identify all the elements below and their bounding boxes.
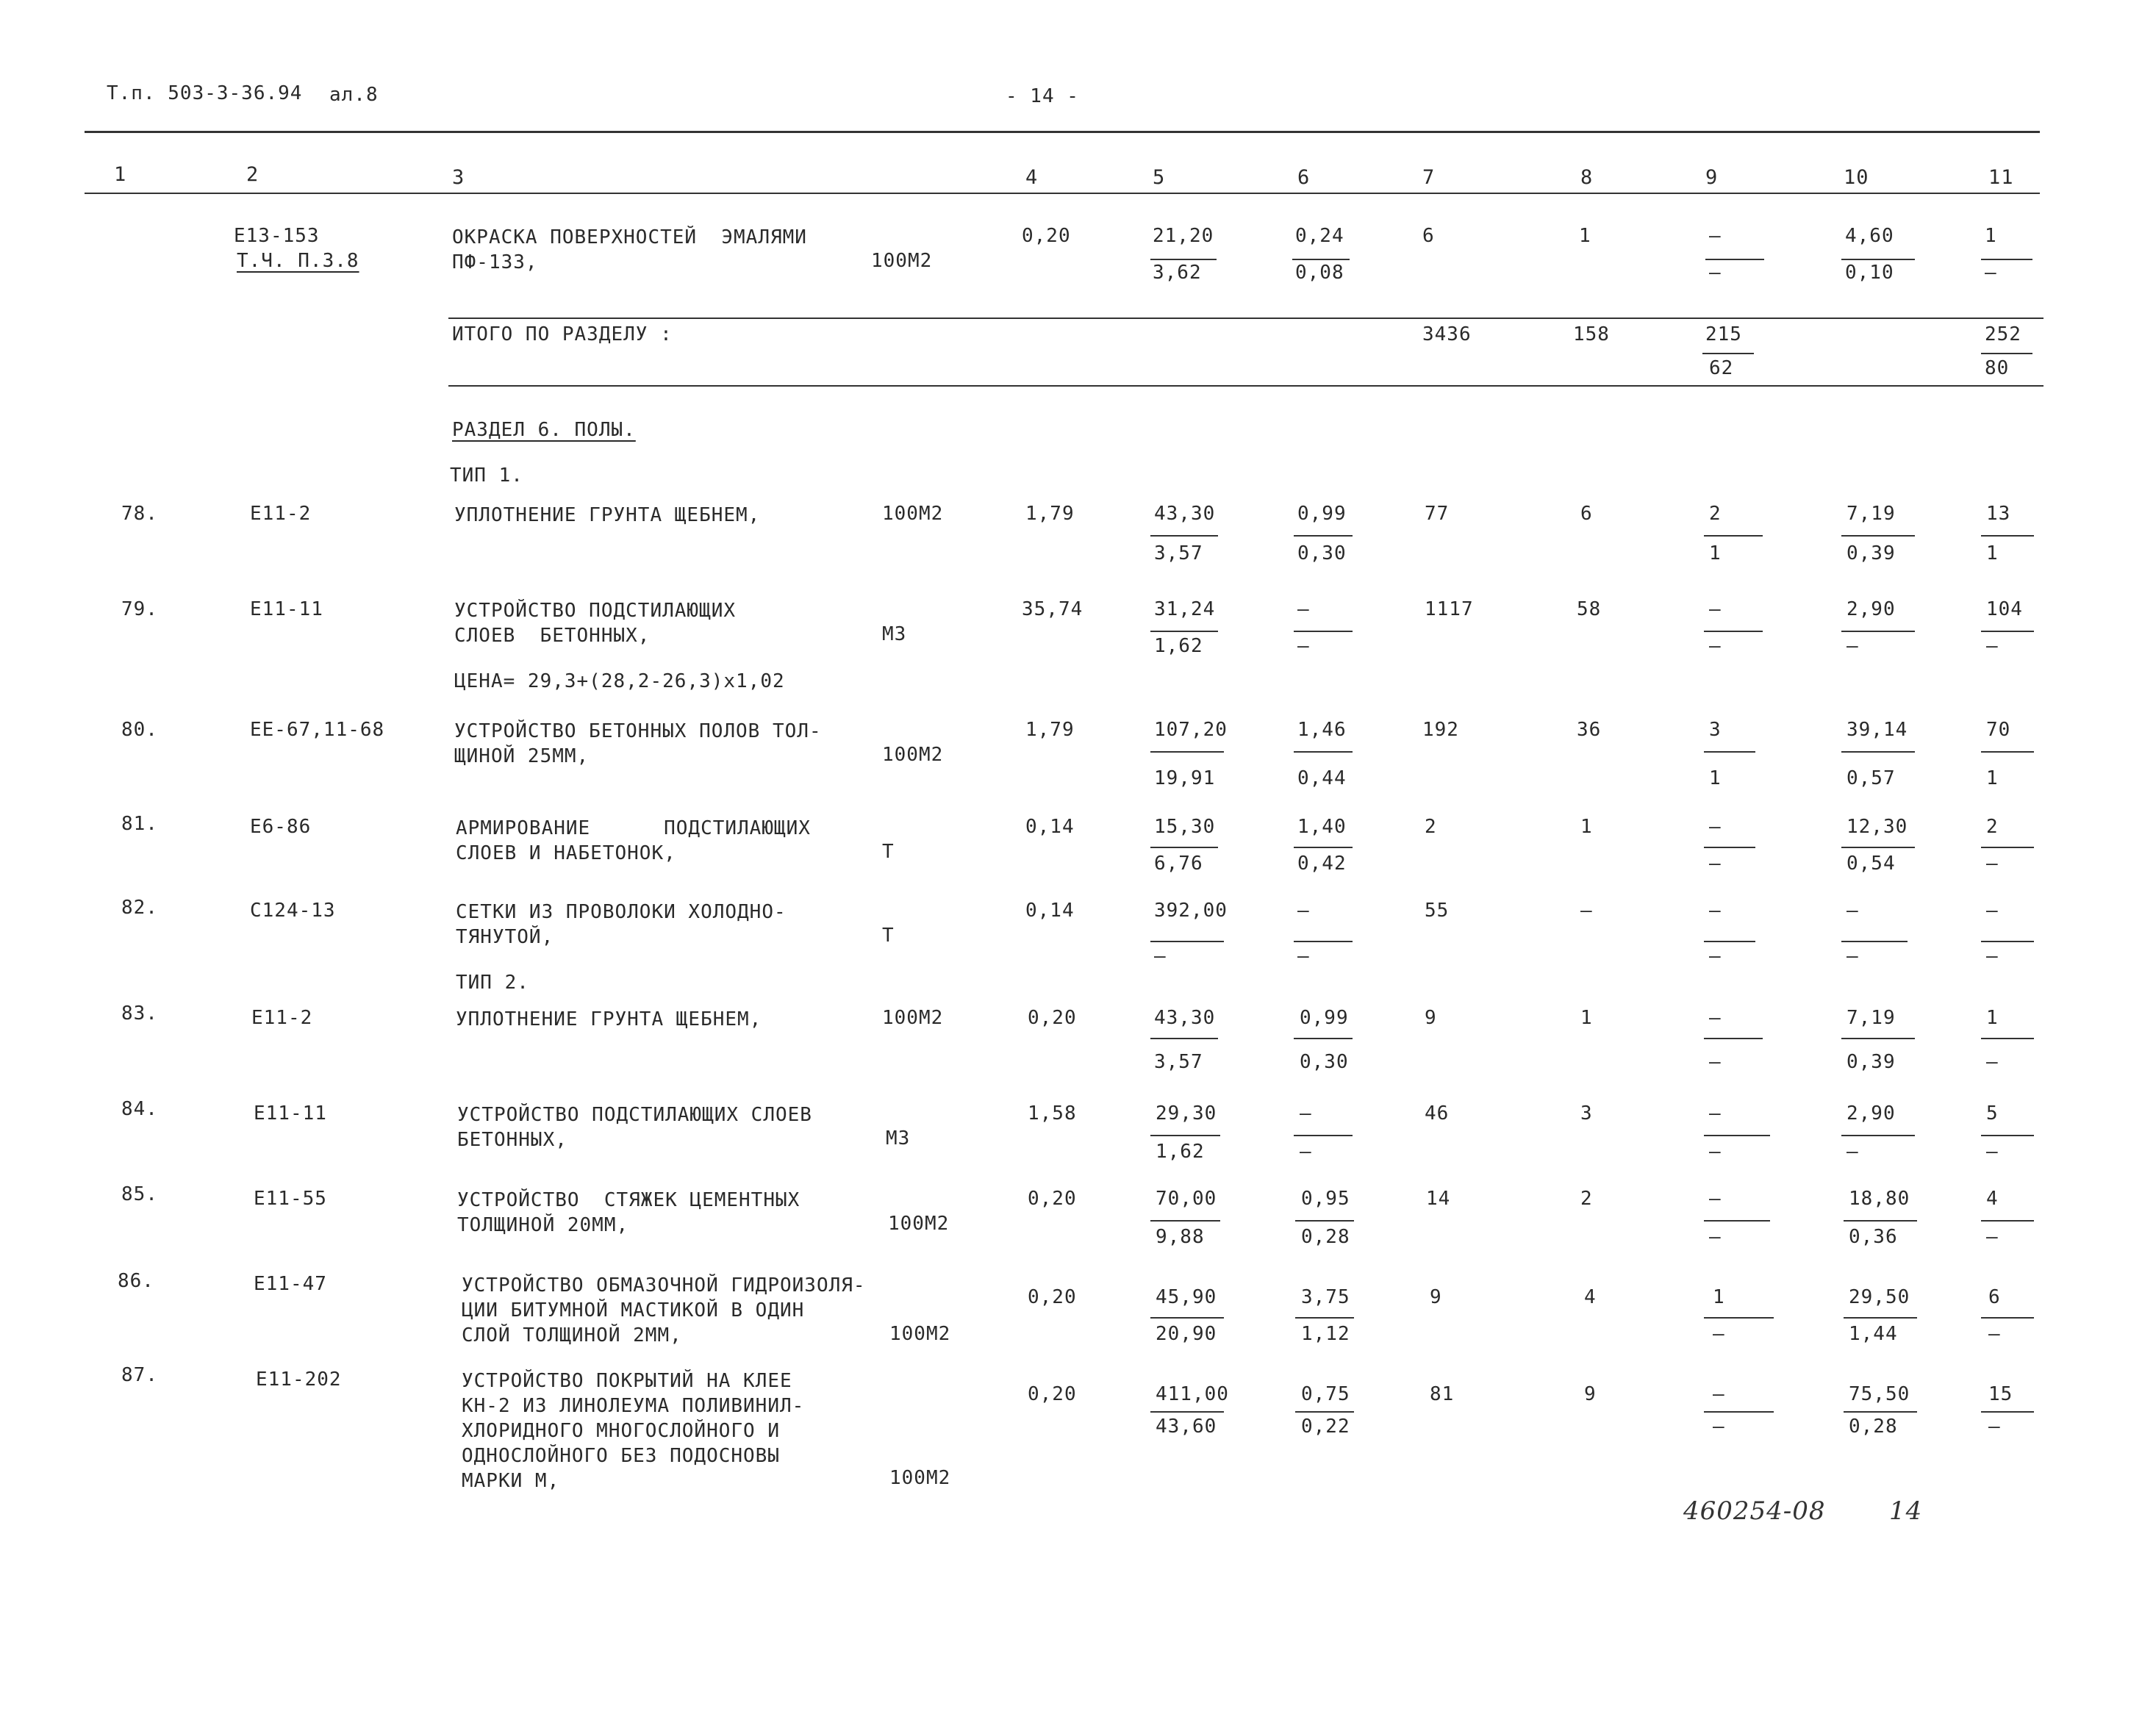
row-price-bottom: 19,91 (1154, 767, 1216, 789)
fraction-line (1294, 535, 1353, 537)
row-col9-bottom: – (1709, 1226, 1722, 1248)
row-quantity: 0,14 (1025, 900, 1075, 922)
row-number: 84. (121, 1098, 158, 1120)
row-col11-top: 1 (1986, 1007, 1999, 1029)
row-mech-top: 0,24 (1295, 225, 1344, 247)
album-number: ал.8 (329, 84, 379, 106)
row-col10-top: 29,50 (1849, 1286, 1910, 1308)
total-col11-top: 252 (1985, 323, 2021, 345)
row-col9-bottom: – (1709, 635, 1722, 657)
column-header: 6 (1297, 166, 1311, 189)
row-total: 2 (1425, 816, 1437, 838)
fraction-line (1294, 847, 1353, 848)
total-top-rule (448, 318, 2044, 319)
row-col11-top: – (1986, 900, 1999, 922)
row-col10-bottom: 1,44 (1849, 1323, 1898, 1345)
row-code-reference: Т.Ч. П.3.8 (237, 250, 359, 272)
row-col10-bottom: 0,57 (1847, 767, 1896, 789)
fraction-line (1294, 1038, 1353, 1039)
row-mech-bottom: 1,12 (1301, 1323, 1350, 1345)
row-col10-top: 75,50 (1849, 1383, 1910, 1405)
table-header-rule (85, 193, 2040, 194)
row-mech-top: – (1297, 900, 1310, 922)
row-col10-bottom: – (1847, 1141, 1859, 1163)
row-description: УСТРОЙСТВО ПОКРЫТИЙ НА КЛЕЕ КН-2 ИЗ ЛИНОЛЕУМА ПОЛИВИНИЛ- ХЛОРИДНОГО МНОГОСЛОЙНОГО И ОДНОСЛОЙНОГО БЕЗ ПОДОСНОВЫ МАРКИ М, (462, 1370, 805, 1492)
fraction-line (1150, 847, 1218, 848)
row-wages: 6 (1580, 503, 1593, 525)
row-mech-top: – (1300, 1102, 1312, 1125)
row-mech-bottom: 0,30 (1297, 542, 1347, 564)
fraction-line (1294, 941, 1353, 942)
fraction-line (1704, 751, 1755, 753)
type-heading: ТИП 1. (450, 465, 523, 487)
row-description: УСТРОЙСТВО СТЯЖЕК ЦЕМЕНТНЫХ ТОЛЩИНОЙ 20ММ, (457, 1189, 800, 1236)
fraction-line (1981, 1411, 2034, 1413)
column-header: 4 (1025, 166, 1039, 189)
row-wages: 1 (1580, 816, 1593, 838)
row-price-top: 29,30 (1156, 1102, 1217, 1125)
fraction-line (1841, 1038, 1915, 1039)
fraction-line (1841, 631, 1915, 632)
total-label: ИТОГО ПО РАЗДЕЛУ : (452, 323, 673, 345)
column-header: 3 (452, 166, 465, 189)
row-number: 86. (118, 1270, 154, 1292)
fraction-line (1704, 1220, 1770, 1222)
row-col11-top: 4 (1986, 1188, 1999, 1210)
row-col9-top: – (1709, 816, 1722, 838)
fraction-line (1704, 941, 1755, 942)
row-description: УСТРОЙСТВО ОБМАЗОЧНОЙ ГИДРОИЗОЛЯ- ЦИИ БИТУМНОЙ МАСТИКОЙ В ОДИН СЛОЙ ТОЛЩИНОЙ 2ММ, (462, 1274, 866, 1346)
fraction-line (1981, 259, 2032, 260)
fraction-line (1981, 353, 2032, 354)
row-code: С124-13 (250, 900, 336, 922)
row-number: 78. (121, 503, 158, 525)
row-unit: 100М2 (871, 250, 933, 272)
row-mech-bottom: – (1300, 1141, 1312, 1163)
column-header: 10 (1844, 166, 1869, 189)
fraction-line (1150, 1317, 1224, 1319)
row-code: Е11-11 (254, 1102, 327, 1125)
row-wages: 3 (1580, 1102, 1593, 1125)
fraction-line (1295, 1411, 1354, 1413)
row-price-bottom: 3,57 (1154, 1051, 1203, 1073)
row-total: 55 (1425, 900, 1450, 922)
fraction-line (1150, 1220, 1220, 1222)
row-total: 9 (1430, 1286, 1442, 1308)
row-price-top: 411,00 (1156, 1383, 1229, 1405)
total-bottom-rule (448, 385, 2044, 387)
row-wages: 1 (1579, 225, 1591, 247)
fraction-line (1841, 941, 1908, 942)
row-col11-top: 13 (1986, 503, 2011, 525)
fraction-line (1981, 751, 2034, 753)
row-col11-bottom: – (1986, 945, 1999, 967)
row-col10-top: 12,30 (1847, 816, 1908, 838)
row-price-bottom: 1,62 (1156, 1141, 1205, 1163)
fraction-line (1702, 353, 1754, 354)
row-col10-top: 2,90 (1847, 1102, 1896, 1125)
row-unit: Т (882, 925, 895, 947)
row-quantity: 1,79 (1025, 503, 1075, 525)
row-mech-top: 0,95 (1301, 1188, 1350, 1210)
row-col10-bottom: 0,39 (1847, 1051, 1896, 1073)
row-quantity: 0,20 (1028, 1188, 1077, 1210)
row-wages: 4 (1584, 1286, 1597, 1308)
row-total: 77 (1425, 503, 1450, 525)
fraction-line (1150, 1038, 1218, 1039)
fraction-line (1704, 847, 1755, 848)
row-col9-top: – (1709, 1102, 1722, 1125)
row-description: УСТРОЙСТВО БЕТОННЫХ ПОЛОВ ТОЛ- ЩИНОЙ 25ММ, (454, 720, 822, 767)
row-total: 6 (1422, 225, 1435, 247)
column-header: 11 (1988, 166, 2014, 189)
total-col9-bottom: 62 (1709, 357, 1734, 379)
total-col8: 158 (1573, 323, 1610, 345)
fraction-line (1294, 631, 1353, 632)
row-col10-top: 39,14 (1847, 719, 1908, 741)
row-price-top: 70,00 (1156, 1188, 1217, 1210)
fraction-line (1704, 535, 1763, 537)
row-description: УПЛОТНЕНИЕ ГРУНТА ЩЕБНЕМ, (454, 504, 761, 526)
row-col9-bottom: – (1709, 262, 1722, 284)
fraction-line (1150, 751, 1224, 753)
fraction-line (1295, 1317, 1354, 1319)
row-col11-top: 5 (1986, 1102, 1999, 1125)
total-col9-top: 215 (1705, 323, 1742, 345)
fraction-line (1841, 259, 1915, 260)
row-price-top: 43,30 (1154, 1007, 1216, 1029)
row-col9-bottom: – (1713, 1323, 1725, 1345)
total-col7: 3436 (1422, 323, 1472, 345)
handwritten-archive-number: 460254-08 (1683, 1496, 1826, 1526)
fraction-line (1981, 847, 2034, 848)
row-unit: М3 (886, 1127, 911, 1149)
row-price-top: 392,00 (1154, 900, 1228, 922)
table-top-rule (85, 131, 2040, 133)
fraction-line (1844, 1317, 1917, 1319)
fraction-line (1150, 1135, 1220, 1136)
row-description: АРМИРОВАНИЕ ПОДСТИЛАЮЩИХ СЛОЕВ И НАБЕТОНОК, (456, 817, 811, 864)
row-col9-bottom: – (1709, 1141, 1722, 1163)
column-header: 2 (246, 163, 259, 186)
row-col10-bottom: 0,10 (1845, 262, 1894, 284)
fraction-line (1704, 631, 1763, 632)
row-wages: 9 (1584, 1383, 1597, 1405)
fraction-line (1981, 1317, 2034, 1319)
row-col9-bottom: – (1709, 945, 1722, 967)
row-code: Е11-2 (251, 1007, 313, 1029)
row-wages: 1 (1580, 1007, 1593, 1029)
row-col9-top: 2 (1709, 503, 1722, 525)
fraction-line (1150, 1411, 1224, 1413)
row-price-bottom: 43,60 (1156, 1416, 1217, 1438)
row-mech-bottom: 0,28 (1301, 1226, 1350, 1248)
fraction-line (1150, 631, 1218, 632)
row-number: 87. (121, 1364, 158, 1386)
row-mech-bottom: 0,22 (1301, 1416, 1350, 1438)
fraction-line (1150, 535, 1218, 537)
row-mech-top: 3,75 (1301, 1286, 1350, 1308)
row-wages: 2 (1580, 1188, 1593, 1210)
fraction-line (1704, 1135, 1770, 1136)
row-description: УПЛОТНЕНИЕ ГРУНТА ЩЕБНЕМ, (456, 1008, 762, 1030)
fraction-line (1292, 259, 1350, 260)
row-col11-bottom: – (1986, 853, 1999, 875)
row-col11-bottom: 1 (1986, 767, 1999, 789)
row-total: 1117 (1425, 598, 1474, 620)
row-description: СЕТКИ ИЗ ПРОВОЛОКИ ХОЛОДНО- ТЯНУТОЙ, (456, 901, 787, 948)
fraction-line (1841, 535, 1915, 537)
document-reference: Т.п. 503-3-36.94 (107, 82, 303, 104)
fraction-line (1981, 631, 2034, 632)
fraction-line (1841, 1135, 1915, 1136)
row-col9-bottom: – (1709, 853, 1722, 875)
row-number: 79. (121, 598, 158, 620)
row-price-bottom: 3,57 (1154, 542, 1203, 564)
row-unit: 100М2 (882, 1007, 944, 1029)
row-col9-bottom: – (1713, 1416, 1725, 1438)
row-code: Е11-47 (254, 1273, 327, 1295)
column-header: 9 (1705, 166, 1719, 189)
fraction-line (1704, 1038, 1763, 1039)
row-total: 9 (1425, 1007, 1437, 1029)
fraction-line (1150, 941, 1224, 942)
row-col10-bottom: 0,39 (1847, 542, 1896, 564)
row-total: 46 (1425, 1102, 1450, 1125)
row-mech-top: – (1297, 598, 1310, 620)
row-wages: 58 (1577, 598, 1602, 620)
row-description: УСТРОЙСТВО ПОДСТИЛАЮЩИХ СЛОЕВ БЕТОННЫХ, (457, 1104, 812, 1151)
row-mech-bottom: 0,44 (1297, 767, 1347, 789)
row-price-top: 21,20 (1153, 225, 1214, 247)
row-col10-top: 18,80 (1849, 1188, 1910, 1210)
row-price-bottom: 20,90 (1156, 1323, 1217, 1345)
row-col11-bottom: – (1986, 1051, 1999, 1073)
row-price-top: 45,90 (1156, 1286, 1217, 1308)
fraction-line (1844, 1220, 1917, 1222)
row-col9-top: – (1709, 1188, 1722, 1210)
row-col11-bottom: – (1988, 1323, 2001, 1345)
type-heading: ТИП 2. (456, 972, 529, 994)
row-unit: 100М2 (882, 503, 944, 525)
row-number: 83. (121, 1002, 158, 1025)
row-col9-top: – (1709, 1007, 1722, 1029)
row-quantity: 0,14 (1025, 816, 1075, 838)
fraction-line (1844, 1411, 1917, 1413)
row-mech-top: 1,46 (1297, 719, 1347, 741)
row-col11-top: 6 (1988, 1286, 2001, 1308)
row-total: 14 (1426, 1188, 1451, 1210)
row-col9-bottom: 1 (1709, 767, 1722, 789)
fraction-line (1981, 535, 2034, 537)
row-col10-bottom: 0,54 (1847, 853, 1896, 875)
column-header: 5 (1153, 166, 1166, 189)
row-col9-top: – (1713, 1383, 1725, 1405)
fraction-line (1295, 1220, 1354, 1222)
row-mech-bottom: 0,30 (1300, 1051, 1349, 1073)
page-number: - 14 - (1006, 85, 1079, 107)
column-header: 8 (1580, 166, 1594, 189)
fraction-line (1981, 941, 2034, 942)
handwritten-page-number: 14 (1889, 1496, 1923, 1526)
row-col10-top: 7,19 (1847, 503, 1896, 525)
row-price-bottom: 6,76 (1154, 853, 1203, 875)
row-col9-bottom: 1 (1709, 542, 1722, 564)
row-quantity: 35,74 (1022, 598, 1083, 620)
row-col11-bottom: 1 (1986, 542, 1999, 564)
row-unit: 100М2 (888, 1213, 950, 1235)
row-code: Е6-86 (250, 816, 312, 838)
column-header: 7 (1422, 166, 1436, 189)
row-quantity: 1,58 (1028, 1102, 1077, 1125)
row-price-top: 15,30 (1154, 816, 1216, 838)
row-total: 192 (1422, 719, 1459, 741)
row-wages: 36 (1577, 719, 1602, 741)
row-number: 85. (121, 1183, 158, 1205)
row-number: 80. (121, 719, 158, 741)
row-col9-top: 1 (1713, 1286, 1725, 1308)
row-col11-bottom: – (1986, 1226, 1999, 1248)
fraction-line (1981, 1135, 2034, 1136)
row-quantity: 0,20 (1022, 225, 1071, 247)
fraction-line (1841, 751, 1915, 753)
row-price-bottom: 3,62 (1153, 262, 1202, 284)
row-col9-top: – (1709, 598, 1722, 620)
row-price-top: 43,30 (1154, 503, 1216, 525)
row-col10-top: 4,60 (1845, 225, 1894, 247)
row-col11-bottom: – (1986, 1141, 1999, 1163)
total-col11-bottom: 80 (1985, 357, 2010, 379)
row-col10-bottom: – (1847, 945, 1859, 967)
row-code: Е11-11 (250, 598, 323, 620)
row-unit: Т (882, 841, 895, 863)
row-col11-bottom: – (1985, 262, 1997, 284)
row-mech-top: 0,99 (1297, 503, 1347, 525)
row-code: Е11-55 (254, 1188, 327, 1210)
row-unit: 100М2 (889, 1467, 951, 1489)
row-unit: 100М2 (889, 1323, 951, 1345)
row-mech-bottom: – (1297, 635, 1310, 657)
row-quantity: 0,20 (1028, 1007, 1077, 1029)
row-wages: – (1580, 900, 1593, 922)
row-col9-top: – (1709, 900, 1722, 922)
row-total: 81 (1430, 1383, 1455, 1405)
fraction-line (1841, 847, 1915, 848)
row-mech-bottom: 0,42 (1297, 853, 1347, 875)
row-mech-top: 0,99 (1300, 1007, 1349, 1029)
fraction-line (1704, 1411, 1774, 1413)
fraction-line (1704, 1317, 1774, 1319)
fraction-line (1705, 259, 1764, 260)
row-col10-bottom: – (1847, 635, 1859, 657)
row-col11-top: 2 (1986, 816, 1999, 838)
row-mech-bottom: – (1297, 945, 1310, 967)
fraction-line (1294, 1135, 1353, 1136)
row-price-top: 107,20 (1154, 719, 1228, 741)
row-mech-top: 1,40 (1297, 816, 1347, 838)
row-col10-top: 7,19 (1847, 1007, 1896, 1029)
row-col10-top: 2,90 (1847, 598, 1896, 620)
column-header: 1 (114, 163, 127, 186)
row-price-bottom: 9,88 (1156, 1226, 1205, 1248)
row-price-bottom: 1,62 (1154, 635, 1203, 657)
section-title: РАЗДЕЛ 6. ПОЛЫ. (452, 419, 636, 441)
fraction-line (1294, 751, 1353, 753)
row-price-bottom: – (1154, 945, 1167, 967)
fraction-line (1981, 1220, 2034, 1222)
row-unit: М3 (882, 623, 907, 645)
row-mech-bottom: 0,08 (1295, 262, 1344, 284)
row-code: Е11-202 (256, 1369, 342, 1391)
row-col9-bottom: – (1709, 1051, 1722, 1073)
row-unit: 100М2 (882, 744, 944, 766)
row-description: УСТРОЙСТВО ПОДСТИЛАЮЩИХ СЛОЕВ БЕТОННЫХ, (454, 600, 737, 647)
row-col10-bottom: 0,28 (1849, 1416, 1898, 1438)
row-col11-top: 15 (1988, 1383, 2013, 1405)
row-col10-top: – (1847, 900, 1859, 922)
fraction-line (1150, 259, 1217, 260)
row-col11-bottom: – (1986, 635, 1999, 657)
row-quantity: 0,20 (1028, 1286, 1077, 1308)
row-col11-top: 70 (1986, 719, 2011, 741)
row-code: Е11-2 (250, 503, 312, 525)
row-col11-bottom: – (1988, 1416, 2001, 1438)
row-code: ЕЕ-67,11-68 (250, 719, 385, 741)
row-mech-top: 0,75 (1301, 1383, 1350, 1405)
row-col11-top: 1 (1985, 225, 1997, 247)
row-price-top: 31,24 (1154, 598, 1216, 620)
row-number: 82. (121, 897, 158, 919)
fraction-line (1981, 1038, 2034, 1039)
row-quantity: 0,20 (1028, 1383, 1077, 1405)
row-description: ОКРАСКА ПОВЕРХНОСТЕЙ ЭМАЛЯМИ ПФ-133, (452, 226, 807, 273)
row-code: Е13-153 (234, 225, 320, 247)
price-formula-note: ЦЕНА= 29,3+(28,2-26,3)х1,02 (454, 670, 785, 692)
row-col10-bottom: 0,36 (1849, 1226, 1898, 1248)
row-col9-top: 3 (1709, 719, 1722, 741)
row-quantity: 1,79 (1025, 719, 1075, 741)
row-number: 81. (121, 813, 158, 835)
row-col9-top: – (1709, 225, 1722, 247)
row-col11-top: 104 (1986, 598, 2023, 620)
